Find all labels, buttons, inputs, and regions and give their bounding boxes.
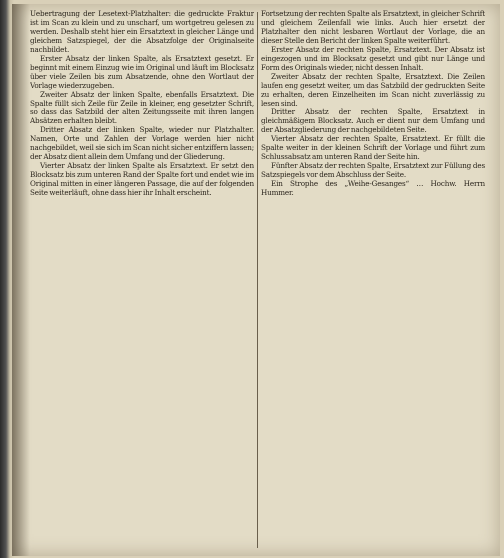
paragraph: Zweiter Absatz der rechten Spalte, Ersatztext. Die Zeilen laufen eng gesetzt weiter, um das Satzbild der gedruckten Seite zu erhalten, deren Einzelheiten im Scan nicht zuverlässig zu lesen sind. xyxy=(261,71,485,108)
paragraph: Fortsetzung der rechten Spalte als Ersatztext, in gleicher Schrift und gleichem Zeilenfall wie links. Auch hier ersetzt der Platzhalter den nicht lesbaren Wortlaut der Vorlage, die an dieser Stelle den Bericht der linken Spalte weiterführt. xyxy=(261,10,485,45)
paragraph: Ein Strophe des „Weihe-Gesanges“ … Hochw. Herrn Hummer. xyxy=(261,179,485,198)
paragraph: Dritter Absatz der rechten Spalte, Ersatztext in gleichmäßigem Blocksatz. Auch er dient nur dem Umfang und der Absatzgliederung der nachgebildeten Seite. xyxy=(261,107,485,135)
newspaper-page xyxy=(12,4,500,556)
binding-gutter xyxy=(12,4,30,556)
paragraph: Dritter Absatz der linken Spalte, wieder nur Platzhalter. Namen, Orte und Zahlen der Vorlage werden hier nicht nachgebildet, weil sie sich im Scan nicht sicher entziffern lassen; der Absatz dient allein dem Umfang und der Gliederung. xyxy=(30,125,254,162)
column-divider xyxy=(257,12,258,548)
paragraph: Erster Absatz der linken Spalte, als Ersatztext gesetzt. Er beginnt mit einem Einzug wie im Original und läuft im Blocksatz über viele Zeilen bis zum Absatzende, ohne den Wortlaut der Vorlage wiederzugeben. xyxy=(30,53,254,90)
left-text-column xyxy=(30,10,254,550)
paragraph: Vierter Absatz der rechten Spalte, Ersatztext. Er füllt die Spalte weiter in der kleinen Schrift der Vorlage und führt zum Schlussabsatz am unteren Rand der Seite hin. xyxy=(261,134,485,162)
paragraph: Uebertragung der Lesetext-Platzhalter: die gedruckte Fraktur ist im Scan zu klein und zu unscharf, um wortgetreu gelesen zu werden. Deshalb steht hier ein Ersatztext in gleicher Länge und gleichem Satzspiegel, der die Absatzfolge der Originalseite nachbildet. xyxy=(30,10,254,54)
paragraph: Erster Absatz der rechten Spalte, Ersatztext. Der Absatz ist eingezogen und im Blocksatz gesetzt und gibt nur Länge und Form des Originals wieder, nicht dessen Inhalt. xyxy=(261,44,485,72)
right-text-column xyxy=(261,10,485,550)
paragraph: Fünfter Absatz der rechten Spalte, Ersatztext zur Füllung des Satzspiegels vor dem Abschluss der Seite. xyxy=(261,161,485,180)
paragraph: Vierter Absatz der linken Spalte als Ersatztext. Er setzt den Blocksatz bis zum unteren Rand der Spalte fort und endet wie im Original mitten in einer längeren Passage, die auf der folgenden Seite weiterläuft, ohne dass hier ihr Inhalt erscheint. xyxy=(30,161,254,198)
paragraph: Zweiter Absatz der linken Spalte, ebenfalls Ersatztext. Die Spalte füllt sich Zeile für Zeile in kleiner, eng gesetzter Schrift, so dass das Satzbild der alten Zeitungsseite mit ihren langen Absätzen erhalten bleibt. xyxy=(30,89,254,126)
